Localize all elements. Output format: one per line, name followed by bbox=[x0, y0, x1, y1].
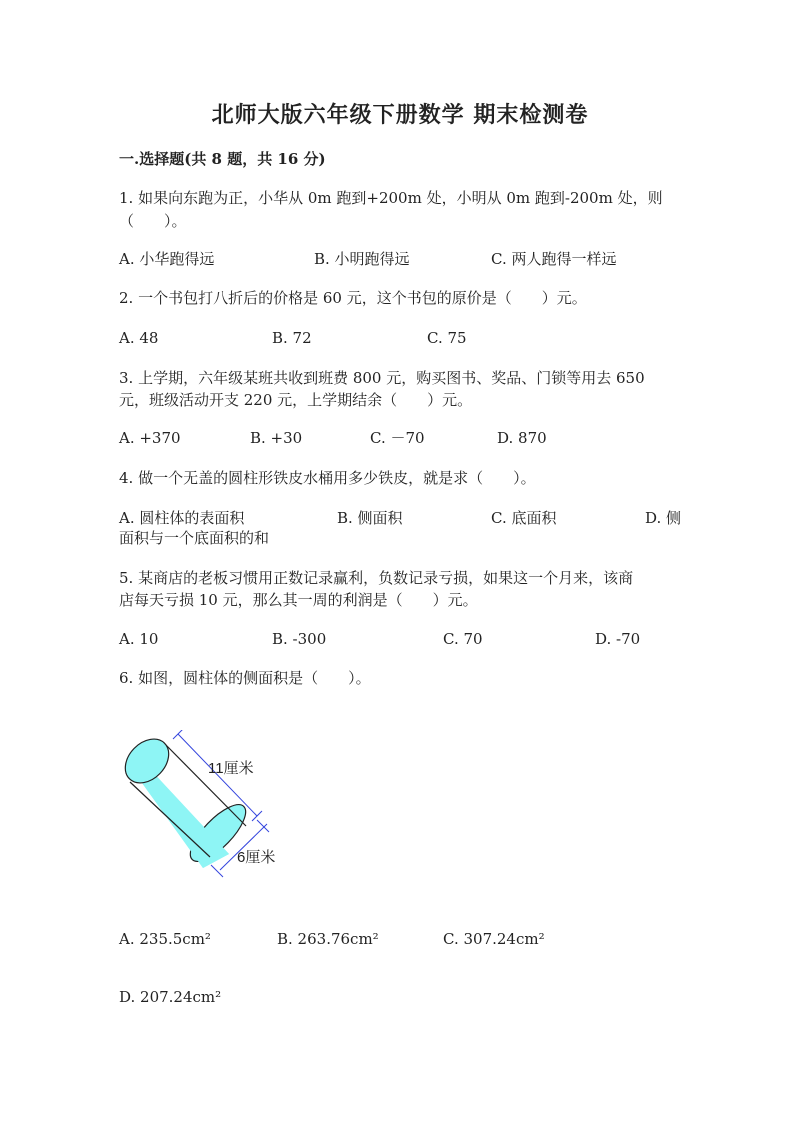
q3-option-b[interactable]: B. +30 bbox=[250, 429, 303, 447]
q5-option-c[interactable]: C. 70 bbox=[443, 630, 483, 648]
question-1-text-cont: （ ）。 bbox=[119, 212, 187, 230]
q4-option-d-cont: 面积与一个底面积的和 bbox=[119, 529, 270, 547]
question-5-text: 5. 某商店的老板习惯用正数记录赢利，负数记录亏损，如果这一个月来，该商 bbox=[119, 569, 634, 587]
q1-option-b[interactable]: B. 小明跑得远 bbox=[314, 250, 410, 268]
question-2-text: 2. 一个书包打八折后的价格是 60 元，这个书包的原价是（ ）元。 bbox=[119, 289, 587, 307]
q4-option-c[interactable]: C. 底面积 bbox=[491, 509, 557, 527]
q5-option-d[interactable]: D. -70 bbox=[595, 630, 641, 648]
q3-option-a[interactable]: A. +370 bbox=[119, 429, 181, 447]
q3-option-c[interactable]: C. －70 bbox=[370, 429, 425, 447]
page-title: 北师大版六年级下册数学 期末检测卷 bbox=[211, 102, 589, 128]
q3-option-d[interactable]: D. 870 bbox=[497, 429, 547, 447]
cylinder-figure bbox=[120, 730, 290, 890]
q4-option-a[interactable]: A. 圆柱体的表面积 bbox=[119, 509, 245, 527]
q6-option-c[interactable]: C. 307.24cm² bbox=[443, 930, 545, 948]
q5-option-b[interactable]: B. -300 bbox=[272, 630, 327, 648]
q6-option-a[interactable]: A. 235.5cm² bbox=[119, 930, 211, 948]
diameter-label: 6厘米 bbox=[237, 849, 276, 866]
q2-option-b[interactable]: B. 72 bbox=[272, 329, 312, 347]
question-1-text: 1. 如果向东跑为正，小华从 0m 跑到+200m 处，小明从 0m 跑到-200m 处，则 bbox=[119, 189, 663, 207]
question-5-text-cont: 店每天亏损 10 元，那么其一周的利润是（ ）元。 bbox=[119, 591, 478, 609]
q1-option-a[interactable]: A. 小华跑得远 bbox=[119, 250, 215, 268]
question-6-text: 6. 如图，圆柱体的侧面积是（ ）。 bbox=[119, 669, 371, 687]
question-3-text-cont: 元，班级活动开支 220 元，上学期结余（ ）元。 bbox=[119, 391, 473, 409]
section-heading: 一.选择题(共 8 题，共 16 分) bbox=[119, 150, 326, 168]
q4-option-b[interactable]: B. 侧面积 bbox=[337, 509, 403, 527]
q6-option-b[interactable]: B. 263.76cm² bbox=[277, 930, 379, 948]
q6-option-d[interactable]: D. 207.24cm² bbox=[119, 988, 222, 1006]
q2-option-a[interactable]: A. 48 bbox=[119, 329, 159, 347]
q2-option-c[interactable]: C. 75 bbox=[427, 329, 467, 347]
q5-option-a[interactable]: A. 10 bbox=[119, 630, 159, 648]
length-label: 11厘米 bbox=[208, 760, 254, 777]
question-3-text: 3. 上学期，六年级某班共收到班费 800 元，购买图书、奖品、门锁等用去 650 bbox=[119, 369, 645, 387]
q4-option-d[interactable]: D. 侧 bbox=[645, 509, 682, 527]
q1-option-c[interactable]: C. 两人跑得一样远 bbox=[491, 250, 617, 268]
question-4-text: 4. 做一个无盖的圆柱形铁皮水桶用多少铁皮，就是求（ ）。 bbox=[119, 469, 536, 487]
